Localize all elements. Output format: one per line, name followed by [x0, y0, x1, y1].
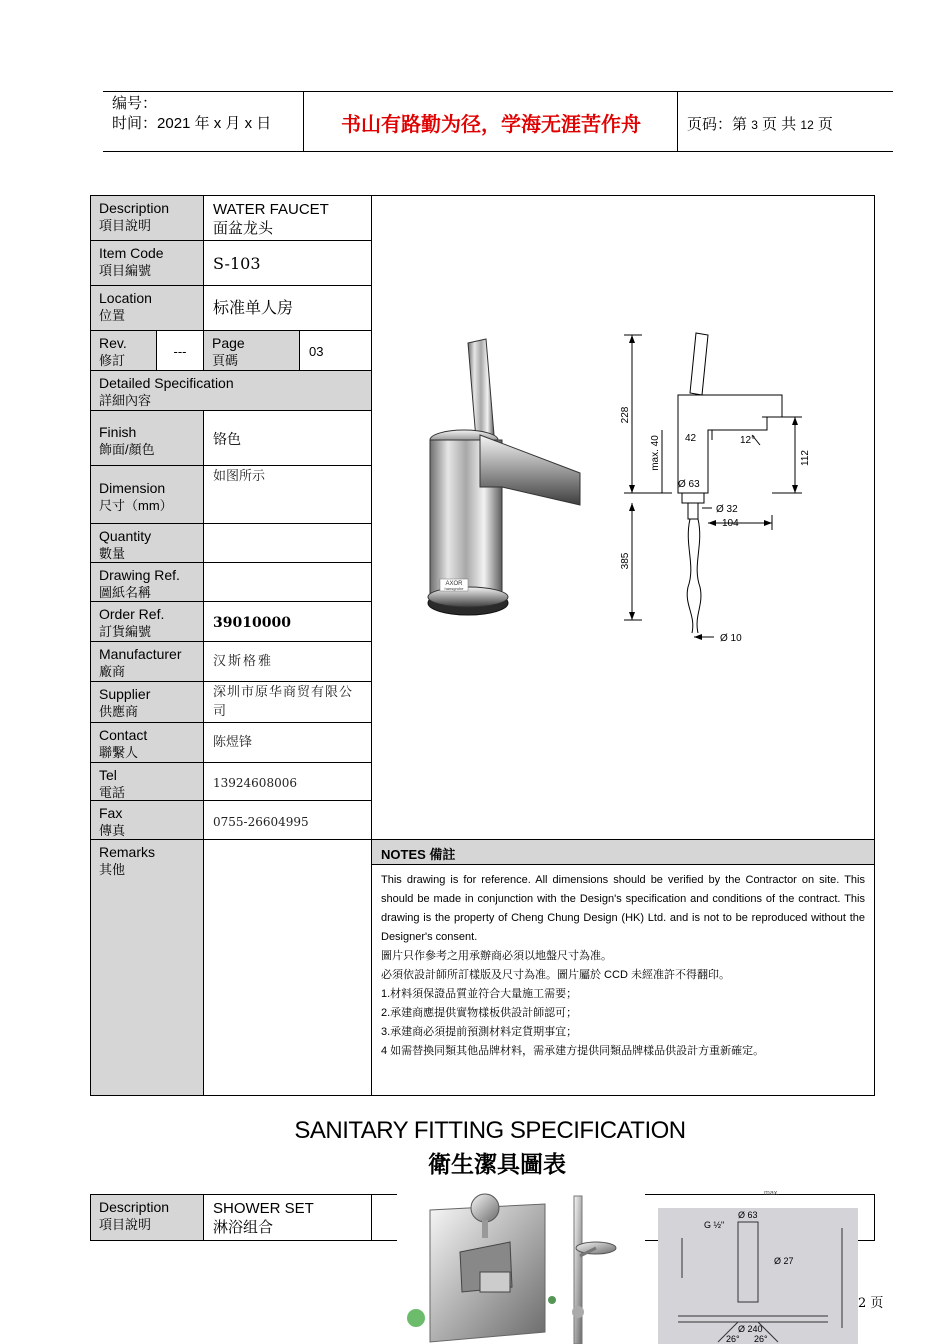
description-label: Description 項目說明 [90, 195, 204, 241]
fax-label: Fax 傳真 [90, 800, 204, 840]
dimension-value: 如图所示 [203, 465, 372, 524]
dim-max-2: max. [764, 1190, 780, 1197]
description-value: WATER FAUCET 面盆龙头 [203, 195, 372, 241]
notes-line: 圖片只作參考之用承辦商必須以地盤尺寸為准。 [381, 950, 612, 962]
location-value: 标准单人房 [203, 285, 372, 331]
header-divider [303, 91, 304, 152]
dim-d10: Ø 10 [720, 633, 742, 644]
notes-body [371, 864, 875, 1096]
remarks-label: Remarks 其他 [90, 839, 204, 1096]
notes-heading: NOTES 備註 [371, 839, 875, 865]
header-top-rule [103, 91, 893, 92]
doc-time: 时间：2021 年 x 月 x 日 [112, 115, 272, 132]
manufacturer-label: Manufacturer 廠商 [90, 641, 204, 682]
drawing-lever [690, 333, 708, 395]
brand-sub-text: hansgrohe [444, 586, 464, 591]
dim-d240: Ø 240 [738, 1324, 763, 1334]
dim-g: G ½" [704, 1220, 725, 1230]
quantity-label: Quantity 數量 [90, 523, 204, 563]
supplier-label: Supplier 供應商 [90, 681, 204, 723]
header-motto: 书山有路勤为径，学海无涯苦作舟 [341, 112, 641, 136]
notes-line: 4 如需替換同類其他品牌材料，需承建方提供同類品牌樣品供設計方重新確定。 [381, 1045, 765, 1057]
order-ref-label: Order Ref. 訂貨編號 [90, 601, 204, 642]
dim-max40: max. 40 [650, 435, 661, 471]
dim-104: 104 [722, 518, 739, 529]
item-code-value: S-103 [203, 240, 372, 286]
header-page-info: 页码：第 3 页 共 12 页 [687, 116, 833, 133]
image-cell-2 [371, 1194, 397, 1241]
notes-line: This drawing is for reference. All dimensions should be verified by the Contractor on site. This should be made in conjunction with the Design's specification and conditions of the contract. This drawing is the property of Cheng Chung Design (HK) Ltd. and is not to be reproduced without the Designer's consent. [381, 874, 865, 943]
dim-112: 112 [800, 450, 811, 466]
dim-angle-b: 26° [754, 1334, 768, 1344]
notes-line: 3.承建商必須提前預測材料定貨期事宜； [381, 1026, 578, 1038]
page-label: Page 頁碼 [203, 330, 300, 371]
section-title-zh: 衛生潔具圖表 [428, 1151, 566, 1177]
detailed-spec-label: Detailed Specification 詳細內容 [90, 370, 372, 411]
contact-label: Contact 聯繫人 [90, 722, 204, 763]
item-code-label: Item Code 項目編號 [90, 240, 204, 286]
slide-rail [574, 1196, 582, 1344]
finish-label: Finish 飾面/顏色 [90, 410, 204, 466]
contact-value: 陈煜锋 [203, 722, 372, 763]
doc-number: 编号： [112, 95, 158, 112]
technical-drawing [612, 325, 812, 650]
shower-set-photo [400, 1192, 660, 1344]
brand-logo-text: AXOR [445, 581, 463, 587]
tel-label: Tel 電話 [90, 762, 204, 801]
rev-value: --- [156, 330, 204, 371]
shower-drawing [658, 1208, 858, 1344]
supplier-value: 深圳市原华商贸有限公 司 [203, 681, 372, 723]
description-value-2: SHOWER SET 淋浴组合 [203, 1194, 372, 1241]
description-label-2: Description 項目說明 [90, 1194, 204, 1241]
header-bottom-rule [103, 151, 893, 152]
quantity-value [203, 523, 372, 563]
dim-d32: Ø 32 [716, 504, 738, 515]
dim-d27: Ø 27 [774, 1256, 794, 1266]
shower-head-round [471, 1194, 499, 1222]
drawing-ref-value [203, 562, 372, 602]
finish-value: 铬色 [203, 410, 372, 466]
location-label: Location 位置 [90, 285, 204, 331]
notes-line: 2.承建商應提供實物樣板供設計師認可； [381, 1007, 578, 1019]
tel-value: 13924608006 [203, 762, 372, 801]
notes-line: 1.材料須保證品質並符合大量施工需要； [381, 988, 578, 1000]
header-divider [677, 91, 678, 152]
remarks-value [203, 839, 372, 1096]
lever-handle [468, 339, 494, 439]
dim-228: 228 [620, 406, 631, 424]
order-ref-value: 39010000 [203, 601, 372, 642]
section-title-en: SANITARY FITTING SPECIFICATION [294, 1117, 686, 1144]
notes-line: 必須依設計師所訂樣版及尺寸為准。圖片屬於 CCD 未經准許不得翻印。 [381, 969, 730, 981]
page-value: 03 [299, 330, 372, 371]
dim-angle: 12° [740, 435, 756, 446]
footer-page-number: 2 页 [858, 1296, 884, 1311]
drawing-ref-label: Drawing Ref. 圖紙名稱 [90, 562, 204, 602]
manufacturer-value: 汉斯格雅 [203, 641, 372, 682]
faucet-photo [420, 335, 600, 625]
dim-angle-a: 26° [726, 1334, 740, 1344]
doc-meta [112, 94, 271, 134]
fax-value: 0755-26604995 [203, 800, 372, 840]
dim-385: 385 [620, 552, 631, 570]
dim-d63: Ø 63 [678, 479, 700, 490]
rev-label: Rev. 修訂 [90, 330, 157, 371]
dimension-label: Dimension 尺寸（mm） [90, 465, 204, 524]
dim-d63-2: Ø 63 [738, 1210, 758, 1220]
dim-42: 42 [685, 433, 697, 444]
